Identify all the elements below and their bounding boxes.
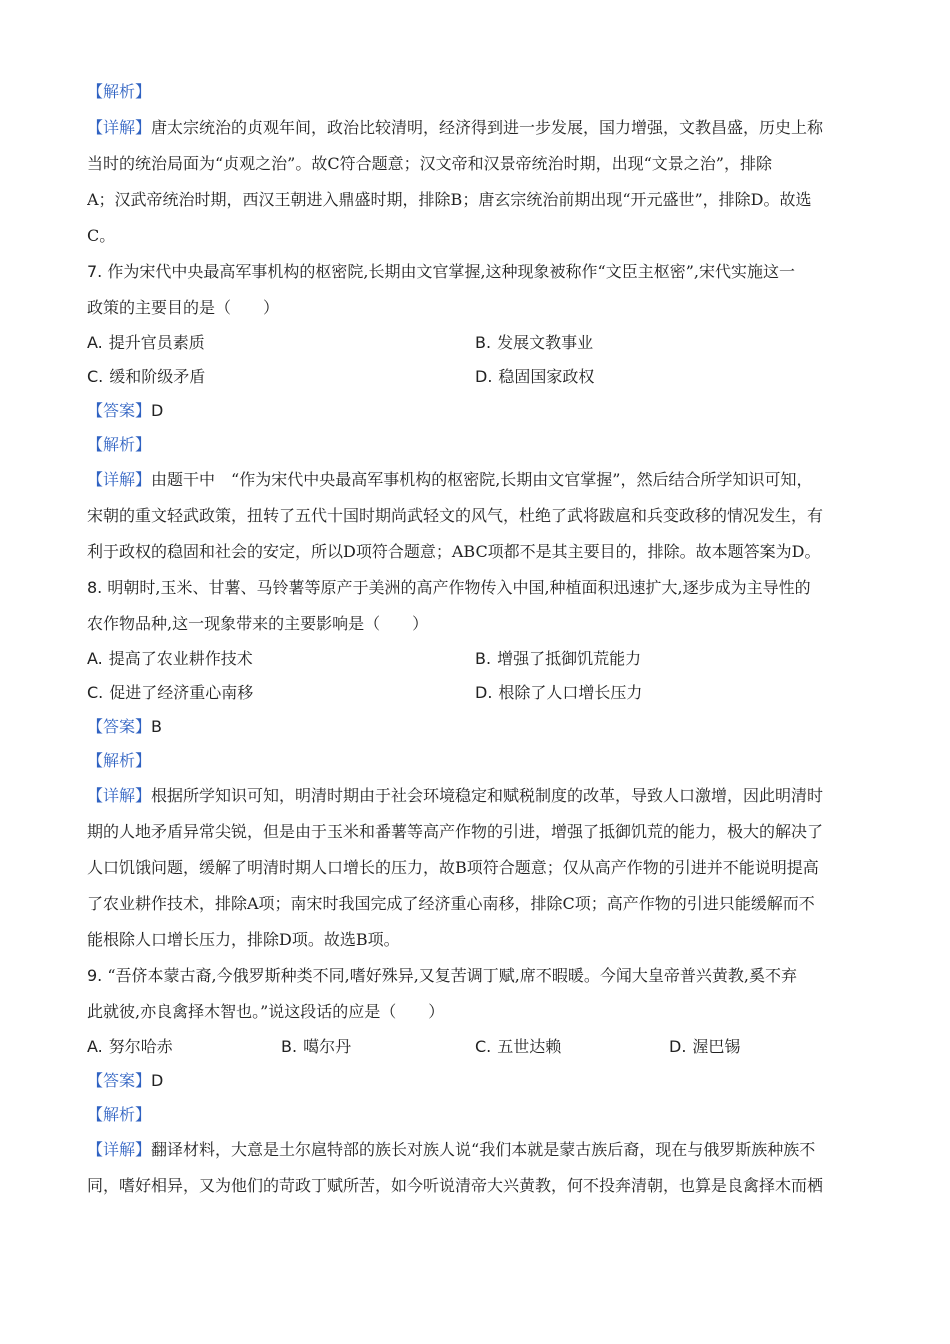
q8-option-b: B. 增强了抵御饥荒能力	[475, 649, 642, 668]
q7-detail-line	[87, 462, 863, 498]
analysis-tag: 【解析】	[87, 435, 152, 454]
q9-option-b: B. 噶尔丹	[281, 1037, 352, 1056]
q8-option-c: C. 促进了经济重心南移	[87, 683, 254, 702]
answer-tag: 【答案】	[87, 1071, 152, 1090]
q8-options-row	[87, 676, 863, 710]
q6-analysis-heading	[87, 74, 863, 110]
q9-analysis-heading	[87, 1098, 863, 1132]
q8-options-row	[87, 642, 863, 676]
q8-number: 8.	[87, 578, 103, 597]
q9-stem-text: “吾侪本蒙古裔,今俄罗斯种类不同,嗜好殊异,又复苦调丁赋,席不暇暖。今闻大皇帝普兴黄教,奚不弃	[107, 966, 797, 985]
detail-tag: 【详解】	[87, 118, 152, 137]
answer-tag: 【答案】	[87, 717, 152, 736]
q9-detail-line: 同，嗜好相异，又为他们的苛政丁赋所苦，如今听说清帝大兴黄教，何不投奔清朝，也算是良禽择木而栖	[87, 1176, 824, 1195]
q7-analysis-heading	[87, 428, 863, 462]
q7-options-row	[87, 326, 863, 360]
q9-option-c: C. 五世达赖	[475, 1037, 562, 1056]
detail-tag: 【详解】	[87, 786, 152, 805]
q8-option-d: D. 根除了人口增长压力	[475, 683, 643, 702]
document-content	[87, 74, 863, 1204]
q9-options-row	[87, 1030, 863, 1064]
q8-detail-line	[87, 778, 863, 814]
analysis-tag: 【解析】	[87, 82, 152, 101]
analysis-tag: 【解析】	[87, 1105, 152, 1124]
q7-answer	[87, 394, 863, 428]
q7-stem-line	[87, 254, 863, 290]
q6-detail-text: 唐太宗统治的贞观年间，政治比较清明，经济得到进一步发展，国力增强，文教昌盛，历史上称	[151, 118, 824, 137]
q6-detail-line: A；汉武帝统治时期，西汉王朝进入鼎盛时期，排除B；唐玄宗统治前期出现“开元盛世”，排除D。故选	[87, 190, 812, 209]
q8-stem-line	[87, 570, 863, 606]
q7-answer-value: D	[151, 401, 164, 420]
q9-number: 9.	[87, 966, 103, 985]
answer-tag: 【答案】	[87, 401, 152, 420]
q7-option-c: C. 缓和阶级矛盾	[87, 367, 206, 386]
q9-stem-line	[87, 958, 863, 994]
q8-detail-text: 根据所学知识可知，明清时期由于社会环境稳定和赋税制度的改革，导致人口激增，因此明清时	[151, 786, 824, 805]
q8-stem-text: 明朝时,玉米、甘薯、马铃薯等原产于美洲的高产作物传入中国,种植面积迅速扩大,逐步成为主导性的	[107, 578, 811, 597]
q8-answer	[87, 710, 863, 744]
q6-detail-line: C。	[87, 226, 116, 245]
q8-detail-line: 期的人地矛盾异常尖锐，但是由于玉米和番薯等高产作物的引进，增强了抵御饥荒的能力，极大的解决了	[87, 822, 824, 841]
q7-option-b: B. 发展文教事业	[475, 333, 594, 352]
q7-option-a: A. 提升官员素质	[87, 333, 205, 352]
q9-answer	[87, 1064, 863, 1098]
q9-detail-line	[87, 1132, 863, 1168]
q7-stem-text: 作为宋代中央最高军事机构的枢密院,长期由文官掌握,这种现象被称作“文臣主枢密”,宋代实施这一	[107, 262, 795, 281]
q7-number: 7.	[87, 262, 103, 281]
q8-detail-line: 能根除人口增长压力，排除D项。故选B项。	[87, 930, 400, 949]
detail-tag: 【详解】	[87, 470, 152, 489]
q8-detail-line: 了农业耕作技术，排除A项；南宋时我国完成了经济重心南移，排除C项；高产作物的引进只能缓解而不	[87, 894, 815, 913]
q7-options-row	[87, 360, 863, 394]
q8-answer-value: B	[151, 717, 162, 736]
q9-detail-text: 翻译材料，大意是土尔扈特部的族长对族人说“我们本就是蒙古族后裔，现在与俄罗斯族种族不	[151, 1140, 816, 1159]
q9-option-d: D. 渥巴锡	[669, 1037, 741, 1056]
q7-stem-line: 政策的主要目的是（ ）	[87, 298, 280, 317]
q9-answer-value: D	[151, 1071, 164, 1090]
q7-detail-line: 利于政权的稳固和社会的安定，所以D项符合题意；ABC项都不是其主要目的，排除。故本题答案为D。	[87, 542, 821, 561]
q9-option-a: A. 努尔哈赤	[87, 1037, 173, 1056]
q7-detail-line: 宋朝的重文轻武政策，扭转了五代十国时期尚武轻文的风气，杜绝了武将跋扈和兵变政移的情况发生，有	[87, 506, 824, 525]
q7-option-d: D. 稳固国家政权	[475, 367, 595, 386]
q6-detail-line: 当时的统治局面为“贞观之治”。故C符合题意；汉文帝和汉景帝统治时期，出现“文景之治”，排除	[87, 154, 772, 173]
q9-stem-line: 此就彼,亦良禽择木智也。”说这段话的应是（ ）	[87, 1002, 445, 1021]
q6-detail-line	[87, 110, 863, 146]
q8-option-a: A. 提高了农业耕作技术	[87, 649, 253, 668]
q8-analysis-heading	[87, 744, 863, 778]
detail-tag: 【详解】	[87, 1140, 152, 1159]
analysis-tag: 【解析】	[87, 751, 152, 770]
q7-detail-text: 由题干中 “作为宋代中央最高军事机构的枢密院,长期由文官掌握”，然后结合所学知识可知，	[151, 470, 813, 489]
q8-stem-line: 农作物品种,这一现象带来的主要影响是（ ）	[87, 614, 429, 633]
q8-detail-line: 人口饥饿问题，缓解了明清时期人口增长的压力，故B项符合题意；仅从高产作物的引进并不能说明提高	[87, 858, 819, 877]
